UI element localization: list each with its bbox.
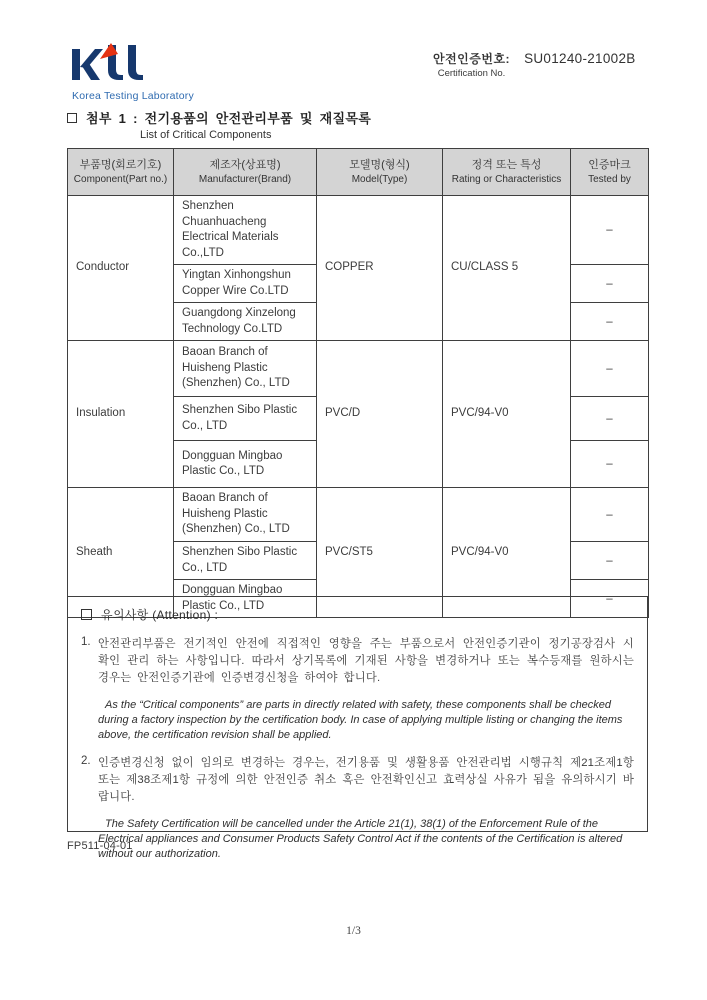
document-title [67, 108, 371, 141]
tested-by-cell: – [571, 303, 649, 341]
tested-by-cell: – [571, 341, 649, 397]
header-manufacturer [174, 149, 317, 196]
header-rating-ko: 정격 또는 특성 [471, 159, 542, 172]
manufacturer-cell: Baoan Branch of Huisheng Plastic (Shenzhen) Co., LTD [174, 341, 317, 397]
header-tested-by-en: Tested by [588, 173, 631, 185]
attention-item-2-english: The Safety Certification will be cancelled under the Article 21(1), 38(1) of the Enforcement Rule of the Electrical appliances and Consumer Products Safety Control Act if the contents of the Certification is altered without our authorization. [98, 818, 623, 860]
tested-by-cell: – [571, 265, 649, 303]
attention-item-1-korean: 안전관리부품은 전기적인 안전에 직접적인 영향을 주는 부품으로서 안전인증기관이 정기공장검사 시 확인 관리 하는 사항입니다. 따라서 상기목록에 기재된 사항을 변경하거나 또는 복수등재를 원하시는 경우는 안전인증기관에 인증변경신청을 하여야 합니다. [98, 638, 634, 685]
header-model [317, 149, 443, 196]
attention-header [81, 606, 634, 623]
header-tested-by-ko: 인증마크 [588, 159, 631, 172]
rating-cell: PVC/94-V0 [443, 341, 571, 488]
model-cell: PVC/ST5 [317, 488, 443, 618]
page-number: 1/3 [346, 925, 361, 937]
tested-by-cell: – [571, 196, 649, 265]
model-cell: PVC/D [317, 341, 443, 488]
header-model-en: Model(Type) [351, 173, 408, 185]
ktl-logo-icon [70, 42, 144, 82]
rating-cell: PVC/94-V0 [443, 488, 571, 618]
component-sheath: Sheath [68, 488, 174, 618]
manufacturer-cell: Baoan Branch of Huisheng Plastic (Shenzhen) Co., LTD [174, 488, 317, 542]
tested-by-cell: – [571, 542, 649, 580]
header-component-en: Component(Part no.) [73, 173, 168, 185]
logo-subtitle: Korea Testing Laboratory [72, 90, 194, 102]
critical-components-table [67, 148, 649, 618]
component-conductor: Conductor [68, 196, 174, 341]
certification-label-ko: 안전인증번호: [433, 52, 511, 66]
header-component [68, 149, 174, 196]
header-rating-en: Rating or Characteristics [451, 173, 562, 185]
component-insulation: Insulation [68, 341, 174, 488]
document-title-ko: 첨부 1 : 전기용품의 안전관리부품 및 재질목록 [86, 111, 372, 126]
tested-by-cell: – [571, 488, 649, 542]
ktl-logo [70, 42, 194, 102]
header-model-ko: 모델명(형식) [349, 159, 410, 172]
checkbox-icon [67, 113, 77, 123]
attention-item-1 [81, 636, 634, 742]
attention-item-1-english: As the “Critical components” are parts in directly related with safety, these components shall be checked during a factory inspection by the certification body. In case of applying multiple listing or changing the items above, the certification revision shall be applied. [98, 699, 623, 741]
manufacturer-cell: Dongguan Mingbao Plastic Co., LTD [174, 441, 317, 488]
manufacturer-cell: Dongguan Mingbao Plastic Co., LTD [174, 580, 317, 618]
rating-cell: CU/CLASS 5 [443, 196, 571, 341]
table-row [68, 196, 649, 265]
attention-item-2 [81, 755, 634, 861]
attention-item-2-korean: 인증변경신청 없이 임의로 변경하는 경우는, 전기용품 및 생활용품 안전관리법 시행규칙 제21조제1항 또는 제38조제1항 규정에 의한 안전인증 취소 혹은 안전확인신고 효력상실 사유가 됨을 유의하시기 바랍니다. [98, 757, 634, 804]
checkbox-icon [81, 609, 92, 620]
tested-by-cell: – [571, 441, 649, 488]
certification-number-value: SU01240-21002B [524, 51, 636, 66]
header-manufacturer-en: Manufacturer(Brand) [198, 173, 292, 185]
manufacturer-cell: Guangdong Xinzelong Technology Co.LTD [174, 303, 317, 341]
tested-by-cell: – [571, 397, 649, 441]
attention-title: 유의사항 (Attention) : [101, 608, 219, 622]
manufacturer-cell: Shenzhen Sibo Plastic Co., LTD [174, 397, 317, 441]
model-cell: COPPER [317, 196, 443, 341]
document-title-en: List of Critical Components [140, 129, 272, 141]
table-header-row [68, 149, 649, 196]
header-tested-by [571, 149, 649, 196]
form-number: FP511-04-01 [67, 840, 133, 852]
header-component-ko: 부품명(회로기호) [79, 159, 162, 172]
manufacturer-cell: Yingtan Xinhongshun Copper Wire Co.LTD [174, 265, 317, 303]
certification-number-block [433, 50, 636, 79]
table-row [68, 341, 649, 397]
header-manufacturer-ko: 제조자(상표명) [209, 159, 281, 172]
certification-label-en: Certification No. [437, 68, 506, 79]
tested-by-cell: – [571, 580, 649, 618]
attention-item-number: 2. [81, 755, 91, 768]
header-rating [443, 149, 571, 196]
manufacturer-cell: Shenzhen Sibo Plastic Co., LTD [174, 542, 317, 580]
manufacturer-cell: Shenzhen Chuanhuacheng Electrical Materials Co.,LTD [174, 196, 317, 265]
table-row [68, 488, 649, 542]
certification-labels [433, 50, 510, 79]
attention-item-number: 1. [81, 636, 91, 648]
